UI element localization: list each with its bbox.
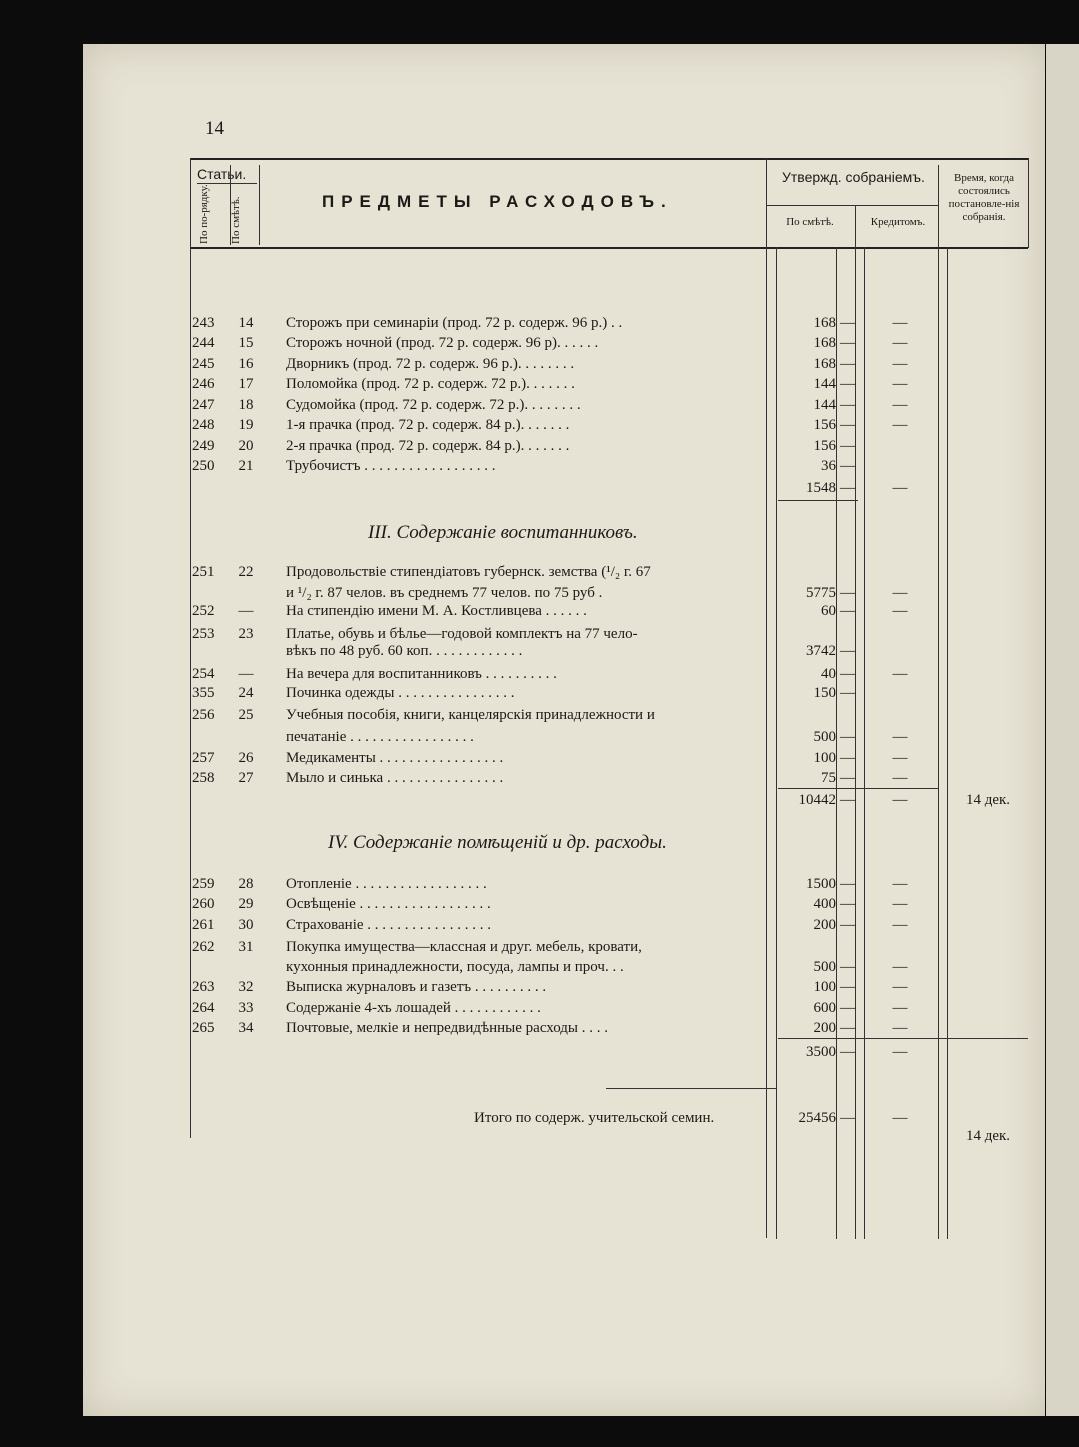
amount-estimate: 10442 [798, 792, 836, 808]
expense-item: вѣкъ по 48 руб. 60 коп. . . . . . . . . . . . . [286, 643, 523, 659]
credit-value: — [892, 750, 908, 766]
expense-item: Содержаніе 4-хъ лошадей . . . . . . . . . . . . [286, 1000, 541, 1016]
total-date: 14 дек. [965, 1128, 1011, 1144]
row-number: 256 [192, 707, 215, 723]
credit-value: — [892, 979, 908, 995]
expense-item: На стипендію имени М. А. Костливцева . . . . . . [286, 603, 587, 619]
header-utverzhd: Утвержд. собраніемъ. [782, 169, 925, 185]
row-number: 261 [192, 917, 215, 933]
amount-estimate: 200 [813, 917, 836, 933]
amount-dash: — [840, 315, 855, 331]
row-number: 246 [192, 376, 215, 392]
table-row [190, 1018, 1030, 1039]
amount-dash: — [840, 896, 855, 912]
header-statii: Статьи. [197, 166, 247, 182]
expense-item: и ¹/₂ г. 87 челов. въ среднемъ 77 челов. по 75 руб . [286, 585, 603, 601]
header-po-smete: По смѣтѣ. [786, 216, 834, 228]
amount-dash: — [840, 770, 855, 786]
row-number: 248 [192, 417, 215, 433]
expense-item: кухонныя принадлежности, посуда, лампы и проч. . . [286, 959, 624, 975]
row-number: 253 [192, 626, 215, 642]
amount-estimate: 200 [813, 1020, 836, 1036]
table-row [190, 998, 1030, 1019]
amount-dash: — [840, 1000, 855, 1016]
total-label: Итого по содерж. учительской семин. [474, 1110, 715, 1126]
row-number: 249 [192, 438, 215, 454]
table-row [190, 374, 1030, 395]
amount-dash: — [840, 792, 855, 808]
table-row [190, 957, 1030, 978]
amount-estimate: 100 [813, 750, 836, 766]
credit-value: — [892, 729, 908, 745]
table-row [190, 313, 1030, 334]
amount-estimate: 60 [821, 603, 836, 619]
estimate-number: 24 [238, 685, 254, 701]
amount-dash: — [840, 729, 855, 745]
credit-value: — [892, 1020, 908, 1036]
total-rule [606, 1088, 776, 1089]
amount-dash: — [840, 750, 855, 766]
amount-estimate: 1548 [806, 480, 836, 496]
estimate-number: 29 [238, 896, 254, 912]
expense-item: 1-я прачка (прод. 72 р. содерж. 84 р.). . . . . . . [286, 417, 570, 433]
header-title: ПРЕДМЕТЫ РАСХОДОВЪ. [322, 192, 673, 211]
header-vremya: Время, когда состоялись постановле-нія собранія. [948, 172, 1020, 223]
header-top-rule [190, 158, 1028, 160]
row-number: 254 [192, 666, 215, 682]
amount-dash: — [840, 438, 855, 454]
amount-dash: — [840, 585, 855, 601]
expense-item: 2-я прачка (прод. 72 р. содерж. 84 р.). . . . . . . [286, 438, 570, 454]
estimate-number: — [238, 603, 254, 619]
amount-estimate: 144 [813, 397, 836, 413]
expense-item: Мыло и синька . . . . . . . . . . . . . . . . [286, 770, 504, 786]
amount-dash: — [840, 959, 855, 975]
credit-value: — [892, 356, 908, 372]
page-number: 14 [205, 118, 224, 139]
expense-item: Платье, обувь и бѣлье—годовой комплектъ на 77 чело- [286, 626, 638, 642]
amount-estimate: 36 [821, 458, 836, 474]
table-row [190, 937, 1030, 958]
expense-item: Трубочистъ . . . . . . . . . . . . . . . . . . [286, 458, 496, 474]
amount-estimate: 1500 [806, 876, 836, 892]
subtotal-rule [778, 500, 858, 501]
table-row [190, 641, 1030, 662]
expense-item: Починка одежды . . . . . . . . . . . . . . . . [286, 685, 515, 701]
estimate-number: 32 [238, 979, 254, 995]
credit-value: — [892, 1044, 908, 1060]
amount-dash: — [840, 417, 855, 433]
table-rule [1028, 158, 1029, 248]
total-dash: — [840, 1110, 855, 1126]
row-number: 265 [192, 1020, 215, 1036]
expense-item: Покупка имущества—классная и друг. мебель, кровати, [286, 939, 642, 955]
credit-value: — [892, 335, 908, 351]
expense-item: Почтовые, мелкіе и непредвидѣнные расходы . . . . [286, 1020, 608, 1036]
total-credit: — [892, 1110, 908, 1126]
table-row [190, 727, 1030, 748]
estimate-number: — [238, 666, 254, 682]
amount-dash: — [840, 335, 855, 351]
header-po-poryadku: По по-рядку. [198, 184, 210, 244]
table-row [190, 977, 1030, 998]
estimate-number: 34 [238, 1020, 254, 1036]
amount-dash: — [840, 397, 855, 413]
estimate-number: 19 [238, 417, 254, 433]
decision-date: 14 дек. [965, 792, 1011, 808]
utverzhd-underline [766, 205, 938, 206]
estimate-number: 16 [238, 356, 254, 372]
table-row [190, 874, 1030, 895]
section-iii-title: III. Содержаніе воспитанниковъ. [368, 522, 638, 543]
row-number: 260 [192, 896, 215, 912]
credit-value: — [892, 585, 908, 601]
expense-item: Отопленіе . . . . . . . . . . . . . . . . . . [286, 876, 487, 892]
adjacent-page-edge [1046, 44, 1079, 1416]
expense-item: Дворникъ (прод. 72 р. содерж. 96 р.). . . . . . . . [286, 356, 575, 372]
credit-value: — [892, 792, 908, 808]
section-iv-title: IV. Содержаніе помѣщеній и др. расходы. [328, 832, 667, 853]
credit-value: — [892, 315, 908, 331]
amount-estimate: 100 [813, 979, 836, 995]
row-number: 244 [192, 335, 215, 351]
row-number: 250 [192, 458, 215, 474]
amount-estimate: 40 [821, 666, 836, 682]
credit-value: — [892, 417, 908, 433]
table-row [190, 1042, 1030, 1063]
credit-value: — [892, 1000, 908, 1016]
estimate-number: 17 [238, 376, 254, 392]
row-number: 245 [192, 356, 215, 372]
credit-value: — [892, 666, 908, 682]
estimate-number: 26 [238, 750, 254, 766]
expense-item: Судомойка (прод. 72 р. содерж. 72 р.). . . . . . . . [286, 397, 581, 413]
estimate-number: 28 [238, 876, 254, 892]
amount-dash: — [840, 603, 855, 619]
amount-estimate: 156 [813, 438, 836, 454]
amount-estimate: 156 [813, 417, 836, 433]
estimate-number: 22 [238, 564, 254, 580]
table-row [190, 894, 1030, 915]
row-number: 257 [192, 750, 215, 766]
estimate-number: 21 [238, 458, 254, 474]
estimate-number: 20 [238, 438, 254, 454]
credit-value: — [892, 896, 908, 912]
expense-item: Выписка журналовъ и газетъ . . . . . . . . . . [286, 979, 547, 995]
estimate-number: 33 [238, 1000, 254, 1016]
amount-dash: — [840, 356, 855, 372]
estimate-number: 27 [238, 770, 254, 786]
credit-value: — [892, 376, 908, 392]
table-row [190, 456, 1030, 477]
header-bottom-rule [190, 247, 1028, 249]
credit-value: — [892, 397, 908, 413]
row-number: 251 [192, 564, 215, 580]
table-row [190, 436, 1030, 457]
amount-estimate: 500 [813, 729, 836, 745]
amount-dash: — [840, 1020, 855, 1036]
grand-total-date-row [190, 1126, 1030, 1147]
estimate-number: 31 [238, 939, 254, 955]
expense-item: На вечера для воспитанниковъ . . . . . . . . . . [286, 666, 557, 682]
amount-dash: — [840, 376, 855, 392]
table-row [190, 790, 1030, 811]
amount-dash: — [840, 1044, 855, 1060]
amount-estimate: 600 [813, 1000, 836, 1016]
header-po-smete-col: По смѣтѣ. [230, 196, 242, 244]
subtotal-rule [778, 788, 938, 789]
row-number: 355 [192, 685, 215, 701]
expense-item: Освѣщеніе . . . . . . . . . . . . . . . . . . [286, 896, 491, 912]
credit-value: — [892, 770, 908, 786]
expense-item: Страхованіе . . . . . . . . . . . . . . . . . [286, 917, 492, 933]
table-row [190, 915, 1030, 936]
amount-estimate: 150 [813, 685, 836, 701]
table-row [190, 683, 1030, 704]
amount-dash: — [840, 643, 855, 659]
amount-estimate: 168 [813, 315, 836, 331]
amount-dash: — [840, 979, 855, 995]
row-number: 243 [192, 315, 215, 331]
expense-item: Сторожъ ночной (прод. 72 р. содерж. 96 р). . . . . . [286, 335, 599, 351]
credit-value: — [892, 876, 908, 892]
expense-item: Сторожъ при семинаріи (прод. 72 р. содерж. 96 р.) . . [286, 315, 623, 331]
table-row [190, 601, 1030, 622]
amount-dash: — [840, 685, 855, 701]
amount-estimate: 5775 [806, 585, 836, 601]
header-kreditom: Кредитомъ. [870, 216, 926, 228]
table-row [190, 768, 1030, 789]
amount-dash: — [840, 666, 855, 682]
amount-estimate: 3742 [806, 643, 836, 659]
amount-dash: — [840, 917, 855, 933]
table-row [190, 664, 1030, 685]
amount-estimate: 500 [813, 959, 836, 975]
amount-dash: — [840, 876, 855, 892]
table-row [190, 415, 1030, 436]
row-number: 262 [192, 939, 215, 955]
table-row [190, 478, 1030, 499]
expense-item: печатаніе . . . . . . . . . . . . . . . . . [286, 729, 474, 745]
row-number: 259 [192, 876, 215, 892]
total-amount: 25456 [798, 1110, 836, 1126]
estimate-number: 30 [238, 917, 254, 933]
expense-item: Продовольствіе стипендіатовъ губернск. земства (¹/₂ г. 67 [286, 564, 651, 580]
table-row [190, 354, 1030, 375]
estimate-number: 23 [238, 626, 254, 642]
table-row [190, 705, 1030, 726]
subtotal-rule [778, 1038, 1028, 1039]
amount-dash: — [840, 480, 855, 496]
estimate-number: 25 [238, 707, 254, 723]
expense-item: Поломойка (прод. 72 р. содерж. 72 р.). . . . . . . [286, 376, 575, 392]
amount-estimate: 168 [813, 335, 836, 351]
credit-value: — [892, 603, 908, 619]
table-row [190, 333, 1030, 354]
expense-item: Учебныя пособія, книги, канцелярскія принадлежности и [286, 707, 655, 723]
row-number: 258 [192, 770, 215, 786]
row-number: 264 [192, 1000, 215, 1016]
table-rule [230, 165, 231, 245]
expense-item: Медикаменты . . . . . . . . . . . . . . . . . [286, 750, 504, 766]
table-row [190, 748, 1030, 769]
credit-value: — [892, 917, 908, 933]
estimate-number: 18 [238, 397, 254, 413]
amount-estimate: 75 [821, 770, 836, 786]
table-rule [259, 165, 260, 245]
credit-value: — [892, 959, 908, 975]
row-number: 247 [192, 397, 215, 413]
amount-dash: — [840, 458, 855, 474]
credit-value: — [892, 480, 908, 496]
amount-estimate: 168 [813, 356, 836, 372]
row-number: 263 [192, 979, 215, 995]
amount-estimate: 144 [813, 376, 836, 392]
amount-estimate: 400 [813, 896, 836, 912]
table-row [190, 562, 1030, 583]
row-number: 252 [192, 603, 215, 619]
table-row [190, 395, 1030, 416]
estimate-number: 15 [238, 335, 254, 351]
amount-estimate: 3500 [806, 1044, 836, 1060]
estimate-number: 14 [238, 315, 254, 331]
